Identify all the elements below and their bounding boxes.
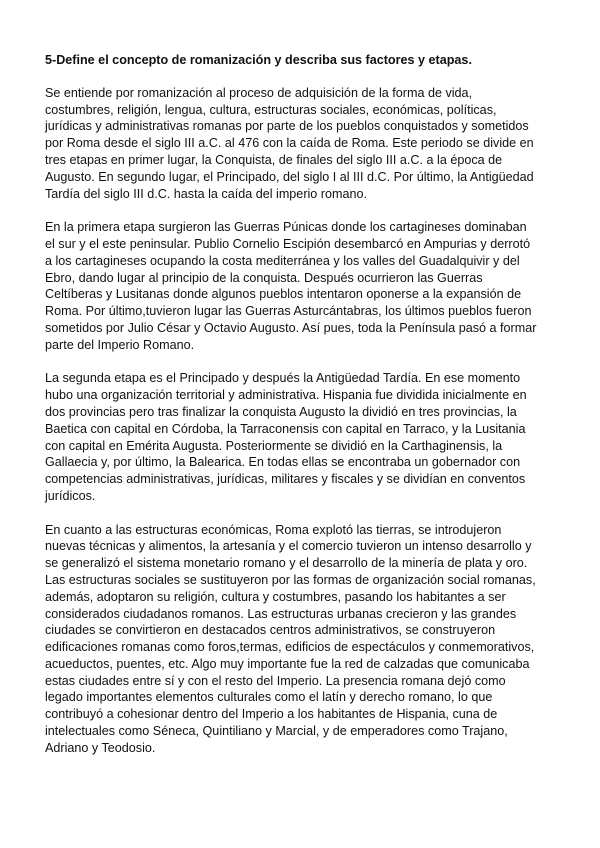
- text-line: Ebro, dando lugar al principio de la conquista. Después ocurrieron las Guerras: [45, 270, 483, 285]
- question-title: 5-Define el concepto de romanización y describa sus factores y etapas.: [45, 53, 472, 67]
- text-line: Celtíberas y Lusitanas donde algunos pueblos intentaron oponerse a la expansión de: [45, 287, 522, 302]
- text-line: tres etapas en primer lugar, la Conquista, de finales del siglo III a.C. a la época de: [45, 152, 503, 167]
- text-line: nuevas técnicas y alimentos, la artesanía y el comercio tuvieron un intenso desarrollo y: [45, 539, 532, 554]
- text-line: se generalizó el sistema monetario romano y el desarrollo de la minería de plata y oro.: [45, 556, 528, 571]
- text-line: legado importantes elementos culturales como el latín y derecho romano, lo que: [45, 690, 493, 705]
- text-line: Baetica con capital en Córdoba, la Tarraconensis con capital en Tarraco, y la Lusitania: [45, 421, 526, 436]
- document-page: [45, 52, 565, 773]
- text-line: acueductos, puentes, etc. Algo muy importante fue la red de calzadas que comunicaba: [45, 656, 530, 671]
- paragraph-second-stage: [45, 370, 565, 504]
- text-line: hubo una organización territorial y administrativa. Hispania fue dividida inicialmente en: [45, 388, 527, 403]
- text-line: a los cartagineses ocupando la costa mediterránea y los valles del Guadalquivir y del: [45, 253, 520, 268]
- text-line: jurídicas y administrativas romanas por parte de los pueblos conquistados y sometidos: [45, 119, 529, 134]
- text-line: Roma. Por último,tuvieron lugar las Guerras Asturcántabras, los últimos pueblos fueron: [45, 304, 532, 319]
- text-line: el sur y el este peninsular. Publio Cornelio Escipión desembarcó en Ampurias y derrotó: [45, 236, 531, 251]
- text-line: edificaciones romanas como foros,termas, edificios de espectáculos y conmemorativos,: [45, 640, 535, 655]
- text-line: intelectuales como Séneca, Quintiliano y Marcial, y de emperadores como Trajano,: [45, 724, 508, 739]
- text-line: Gallaecia y, por último, la Balearica. En todas ellas se encontraba un gobernador con: [45, 455, 521, 470]
- text-line: jurídicos.: [45, 488, 96, 503]
- text-line: Augusto. En segundo lugar, el Principado, del siglo I al III d.C. Por último, la Antigüedad: [45, 169, 534, 184]
- text-line: En cuanto a las estructuras económicas, Roma explotó las tierras, se introdujeron: [45, 522, 502, 537]
- paragraph-first-stage: [45, 219, 565, 353]
- text-line: La segunda etapa es el Principado y después la Antigüedad Tardía. En ese momento: [45, 371, 521, 386]
- text-line: por Roma desde el siglo III a.C. al 476 con la caída de Roma. Este periodo se divide en: [45, 136, 534, 151]
- text-line: Tardía del siglo III d.C. hasta la caída del imperio romano.: [45, 186, 368, 201]
- text-line: En la primera etapa surgieron las Guerras Púnicas donde los cartagineses dominaban: [45, 220, 527, 235]
- text-line: considerados ciudadanos romanos. Las estructuras urbanas crecieron y las grandes: [45, 606, 517, 621]
- text-line: costumbres, religión, lengua, cultura, estructuras sociales, económicas, políticas,: [45, 102, 497, 117]
- text-line: parte del Imperio Romano.: [45, 337, 195, 352]
- text-line: sometidos por Julio César y Octavio Augusto. Así pues, toda la Península pasó a formar: [45, 320, 537, 335]
- paragraph-definition: [45, 85, 565, 203]
- text-line: dos provincias pero tras finalizar la conquista Augusto la dividió en tres provincias, la: [45, 404, 517, 419]
- text-line: Las estructuras sociales se sustituyeron por las formas de organización social romanas,: [45, 572, 536, 587]
- text-line: además, adoptaron su religión, cultura y costumbres, pasando los habitantes a ser: [45, 589, 506, 604]
- text-line: Adriano y Teodosio.: [45, 740, 156, 755]
- paragraph-structures: [45, 522, 565, 757]
- text-line: estas ciudades entre sí y con el resto del Imperio. La presencia romana dejó como: [45, 673, 506, 688]
- text-line: ciudades se convirtieron en destacados centros administrativos, se construyeron: [45, 623, 496, 638]
- text-line: contribuyó a cohesionar dentro del Imperio a los habitantes de Hispania, cuna de: [45, 707, 498, 722]
- text-line: competencias administrativas, jurídicas, militares y fiscales y se dividían en conventos: [45, 472, 526, 487]
- text-line: con capital en Emérita Augusta. Posteriormente se dividió en la Carthaginensis, la: [45, 438, 503, 453]
- text-line: Se entiende por romanización al proceso de adquisición de la forma de vida,: [45, 85, 473, 100]
